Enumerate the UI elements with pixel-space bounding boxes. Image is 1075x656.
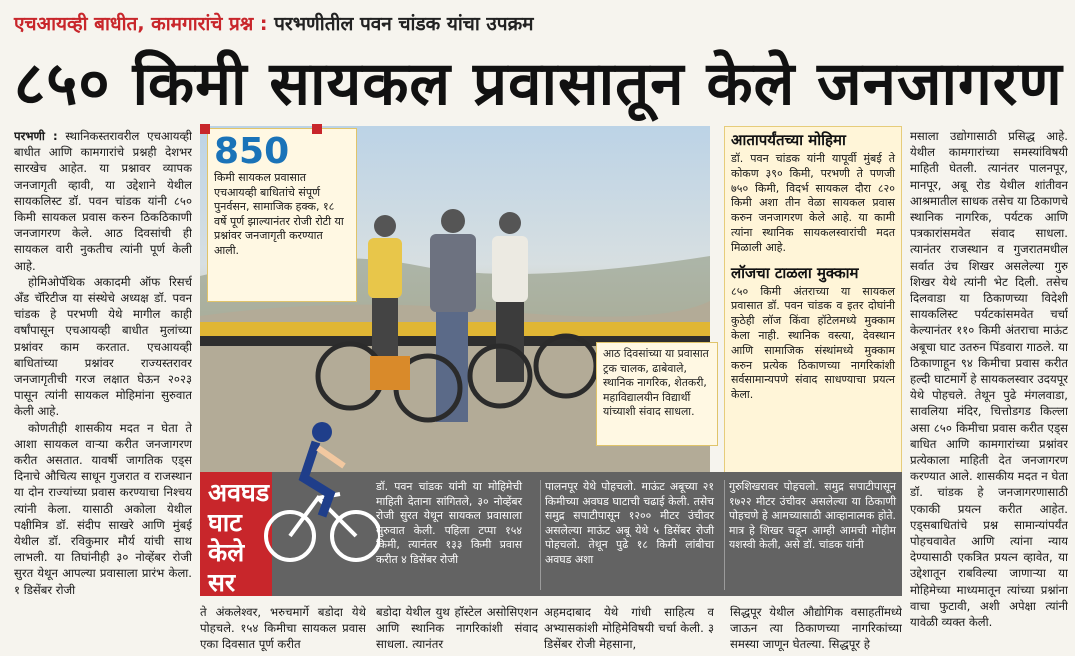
sidebox [724, 126, 902, 474]
stat-text: किमी सायकल प्रवासात एचआयव्ही बाधितांचे संपूर्ण पुनर्वसन, सामाजिक हक्क, १८ वर्षे पूर्ण झाल्यानंतर रोजी रोटी या प्रश्नांवर जनजागृती करण्यात आली. [214, 171, 344, 257]
kicker-rest: परभणीतील पवन चांडक यांचा उपक्रम [274, 13, 534, 35]
bottom-col-2: बडोदा येथील युथ हॉस्टेल असोसिएशन आणि स्थानिक नागरिकांशी संवाद साधला. त्यानंतर [376, 605, 538, 652]
kicker-red: एचआयव्ही बाधीत, कामगारांचे प्रश्न : [14, 13, 268, 35]
column-left [14, 128, 192, 653]
col1-p2: होमिओपॅथिक अकादमी ऑफ रिसर्च अँड चॅरिटीज या संस्थेचे अध्यक्ष डॉ. पवन चांडक हे परभणी येथे मागील काही वर्षांपासून एचआयव्ही बाधीत मुलांच्या प्रश्नांवर काम करतात. एचआयव्ही बाधितांच्या प्रश्नांवर राज्यस्तरावर जनजागृतीची गरज लक्षात घेऊन २०२३ पासून त्यांनी सायकल मोहिमांना सुरुवात केली आहे. [14, 274, 192, 419]
bottom-col-4: सिद्धपूर येथील औद्योगिक वसाहतींमध्ये जाऊन त्या ठिकाणच्या नागरिकांच्या समस्या जाणून घेतल्या. सिद्धपूर हे [730, 605, 902, 652]
sidebox-title-2: लॉजचा टाळला मुक्काम [731, 263, 859, 282]
col1-p3: कोणतीही शासकीय मदत न घेता ते आशा सायकल वाऱ्या करीत जनजागरण करीत असतात. यावर्षी जागतिक एड्स दिनाचे औचित्य साधून गुजरात व राजस्थान या दोन राज्यांच्या प्रवास करण्याचा निश्चय त्यांनी केला. यासाठी अकोला येथील पक्षीमित्र डॉ. संदीप साखरे आणि मुंबई येथील डॉ. रविकुमार मौर्य यांची साथ लाभली. या तिघांनीही ३० नोव्हेंबर रोजी सुरत येथून आपल्या प्रवासाला प्रारंभ केला. १ डिसेंबर रोजी [14, 420, 192, 597]
red-corner-marker [312, 124, 322, 134]
bottom-col-1: ते अंकलेश्वर, भरुचमार्गे बडोदा येथे पोहचले. १५४ किमीचा सायकल प्रवास एका दिवसात पूर्ण करीत [200, 605, 366, 652]
bottom-col-3: अहमदाबाद येथे गांधी साहित्य व अभ्यासकांशी मोहिमेविषयी चर्चा केली. ३ डिसेंबर रोजी मेहसाना, [544, 605, 714, 652]
ghat-col-1: डॉ. पवन चांडक यांनी या मोहिमेची माहिती देताना सांगितले, ३० नोव्हेंबर रोजी सुरत येथून सायकल प्रवासाला सुरुवात केली. पहिला टप्पा १५४ किमी, त्यानंतर १३३ किमी प्रवास करीत ४ डिसेंबर रोजी [376, 480, 522, 566]
stat-box-850 [207, 128, 357, 302]
rider-left [368, 215, 402, 368]
kicker [14, 10, 534, 36]
col1-p1: स्थानिकस्तरावरील एचआयव्ही बाधीत आणि कामगारांचे प्रश्नही देशभर सारखेच आहेत. या प्रश्नावर व्यापक जनजागृती व्हावी, या उद्देशाने येथील सायकलिस्ट डॉ. पवन चांडक यांनी ८५० किमी सायकल प्रवास करुन ठिकठिकाणी जनजागरण केले. आठ दिवसांची ही सायकल वारी नुकतीच त्यांनी पूर्ण केली आहे. [14, 129, 192, 273]
sidebox-title-1: आतापर्यंतच्या मोहिमा [731, 131, 846, 149]
ghat-col-2: पालनपूर येथे पोहचलो. माऊंट अबूच्या २१ किमीच्या अवघड घाटाची चढाई केली. तसेच समुद्र सपाटीपासून १२०० मीटर उंचीवर असलेल्या माऊंट अबू येथे ५ डिसेंबर रोजी पोहचलो. तेथून पुढे १८ किमी लांबीचा अवघड अशा [540, 480, 718, 590]
stat-number: 850 [214, 131, 290, 172]
sidebox-text-1: डॉ. पवन चांडक यांनी यापूर्वी मुंबई ते कोकण ३९० किमी, परभणी ते पणजी ७५० किमी, विदर्भ सायकल दौरा ८२० किमी अशा तीन वेळा सायकल प्रवास करुन जनजागरण केले आहे. या कामी त्यांना स्थानिक सायकलस्वारांची मदत मिळाली आहे. [731, 152, 895, 254]
dateline: परभणी : [14, 129, 58, 143]
headline: ८५० किमी सायकल प्रवासातून केले जनजागरण [14, 49, 1063, 119]
photo-caption: आठ दिवसांच्या या प्रवासात ट्रक चालक, ढाबेवाले, स्थानिक नागरिक, शेतकरी, महाविद्यालयीन विद्यार्थी यांच्याशी संवाद साधला. [596, 342, 718, 446]
ghat-title: अवघड घाट केले सर [200, 472, 272, 596]
sidebox-text-2: ८५० किमी अंतराच्या या सायकल प्रवासात डॉ. पवन चांडक व इतर दोघांनी कुठेही लॉज किंवा हॉटेलमध्ये मुक्काम केला नाही. स्थानिक वस्त्या, देवस्थान आणि सामाजिक संस्थांमध्ये मुक्काम करुन प्रत्येक ठिकाणच्या नागरिकांशी सर्वसामान्यपणे संवाद साधण्याचा प्रयत्न केला. [731, 284, 895, 402]
red-corner-marker [200, 124, 210, 134]
ghat-col-3: गुरुशिखरावर पोहचलो. समुद्र सपाटीपासून १७२२ मीटर उंचीवर असलेल्या या ठिकाणी पोहचणे हे आमच्यासाठी आव्हानात्मक होते. मात्र हे शिखर चढून आम्ही आमची मोहीम यशस्वी केली, असे डॉ. चांडक यांनी [724, 480, 900, 590]
cyclist-icon [260, 418, 380, 568]
column-right: मसाला उद्योगासाठी प्रसिद्ध आहे. येथील कामगारांच्या समस्यांविषयी माहिती घेतली. त्यानंतर पालनपूर, मानपूर, अबू रोड येथील शांतीवन आश्रमातील साधक तसेच या ठिकाणचे स्थानिक नागरिक, पर्यटक आणि पत्रकारांसमवेत संवाद साधला. त्यानंतर राजस्थान व गुजरातमधील सर्वात उंच शिखर असलेल्या गुरु शिखर येथे त्यांनी भेट दिली. तसेच दिलवाडा या ठिकाणच्या विदेशी सायकलिस्ट पर्यटकांसमवेत चर्चा केल्यानंतर ११० किमी अंतराचा माऊंट अबूचा घाट उतरुन पिंडवारा गाठले. या ठिकाणाहून ९४ किमीचा प्रवास करीत हल्दी घाटमार्गे हे सायकलस्वार उदयपूर येथे पोहचले. तेथून पुढे मंगलवाडा, सावलिया मंदिर, चित्तोडगड किल्ला असा ८५० किमीचा प्रवास करीत एड्स बाधित आणि कामगारांच्या प्रश्नांवर प्रत्येकाला माहिती देत जनजागरण करण्यात आले. शासकीय मदत न घेता डॉ. चांडक हे जनजागरणासाठी एकाकी प्रयत्न करीत आहेत. एड्सबाधितांचे प्रश्न सामान्यांपर्यंत पोहचवावेत आणि त्यांना न्याय देण्यासाठी एकत्रित प्रयत्न व्हावेत, या उद्देशातून राबविल्या जाणाऱ्या या मोहिमेच्या माध्यमातून त्यांच्या प्रश्नांना वाचा फुटावी, अशी अपेक्षा त्यांनी यावेळी व्यक्त केली. [910, 129, 1068, 630]
